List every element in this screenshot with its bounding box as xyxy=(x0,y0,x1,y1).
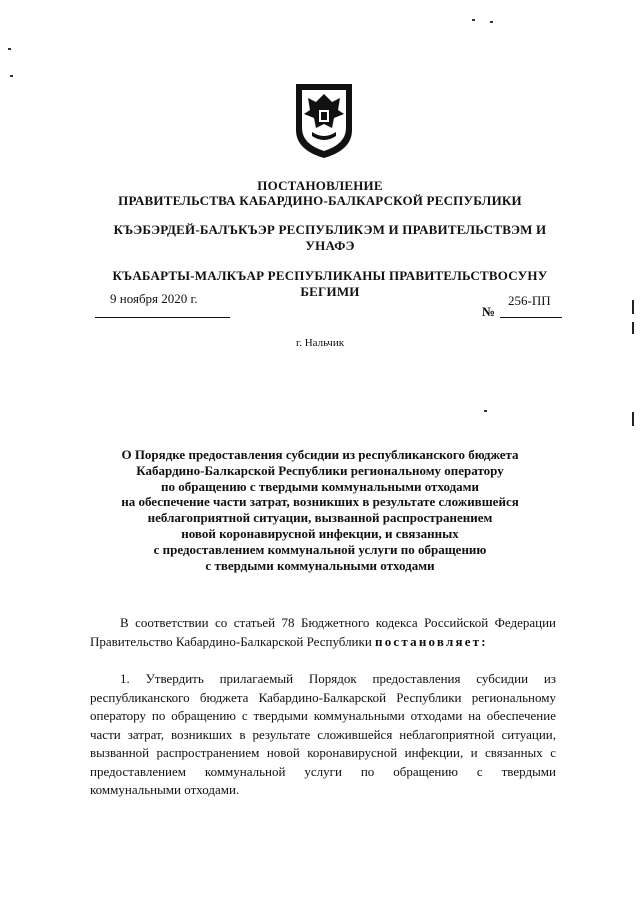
subject-line: по обращению с твердыми коммунальными отходами xyxy=(160,478,479,494)
scan-edge-mark xyxy=(632,322,634,334)
city-name: г. Нальчик xyxy=(295,337,345,349)
subject-line: Кабардино-Балкарской Республики региональному оператору xyxy=(136,462,504,478)
date-underline xyxy=(95,317,230,318)
subject-line: с предоставлением коммунальной услуги по обращению xyxy=(153,541,487,557)
subject-line: новой коронавирусной инфекции, и связанных xyxy=(181,525,459,541)
document-subject xyxy=(80,447,560,573)
preamble-text: В соответствии со статьей 78 Бюджетного кодекса Российской Федерации Правительство Кабардино-Балкарской Республики xyxy=(90,615,556,649)
scan-edge-mark xyxy=(632,300,634,314)
government-name-balkar: КЪАБАРТЫ-МАЛКЪАР РЕСПУБЛИКАНЫ ПРАВИТЕЛЬСТВОСУНУ БЕГИМИ xyxy=(112,268,548,299)
number-sign: № xyxy=(482,304,496,319)
document-date: 9 ноября 2020 г. xyxy=(110,291,198,306)
scan-speck xyxy=(8,48,11,50)
resolves-keyword: постановляет: xyxy=(375,633,488,649)
government-name-kabardian: КЪЭБЭРДЕЙ-БАЛЪКЪЭР РЕСПУБЛИКЭМ И ПРАВИТЕЛЬСТВЭМ И УНАФЭ xyxy=(113,222,547,253)
subject-line: неблагоприятной ситуации, вызванной распространением xyxy=(147,510,493,526)
scan-speck xyxy=(10,75,13,77)
clause-1-paragraph: 1. Утвердить прилагаемый Порядок предоставления субсидии из республиканского бюджета Кабардино-Балкарской Республики региональному оператору по обращению с твердыми коммунальными отходами на обеспечение части затрат, возникших в результате сложившейся неблагоприятной ситуации, вызванной распространением новой коронавирусной инфекции, и связанных с предоставлением коммунальной услуги по обращению с твердыми коммунальными отходами. xyxy=(90,671,556,797)
document-number: 256-ПП xyxy=(508,293,551,308)
preamble-paragraph xyxy=(90,614,556,651)
scan-speck xyxy=(472,19,475,21)
coat-of-arms-emblem xyxy=(292,80,356,160)
subject-line: на обеспечение части затрат, возникших в результате сложившейся xyxy=(121,494,519,510)
scan-speck xyxy=(490,21,493,23)
document-type-title: ПОСТАНОВЛЕНИЕ xyxy=(257,178,383,193)
government-name-russian: ПРАВИТЕЛЬСТВА КАБАРДИНО-БАЛКАРСКОЙ РЕСПУБЛИКИ xyxy=(118,193,522,208)
subject-line: О Порядке предоставления субсидии из республиканского бюджета xyxy=(121,447,519,462)
number-underline xyxy=(500,317,562,318)
eagle-crest-icon xyxy=(292,80,356,160)
scan-edge-mark xyxy=(632,412,634,426)
scan-speck xyxy=(484,410,487,412)
subject-line: с твердыми коммунальными отходами xyxy=(205,557,435,573)
